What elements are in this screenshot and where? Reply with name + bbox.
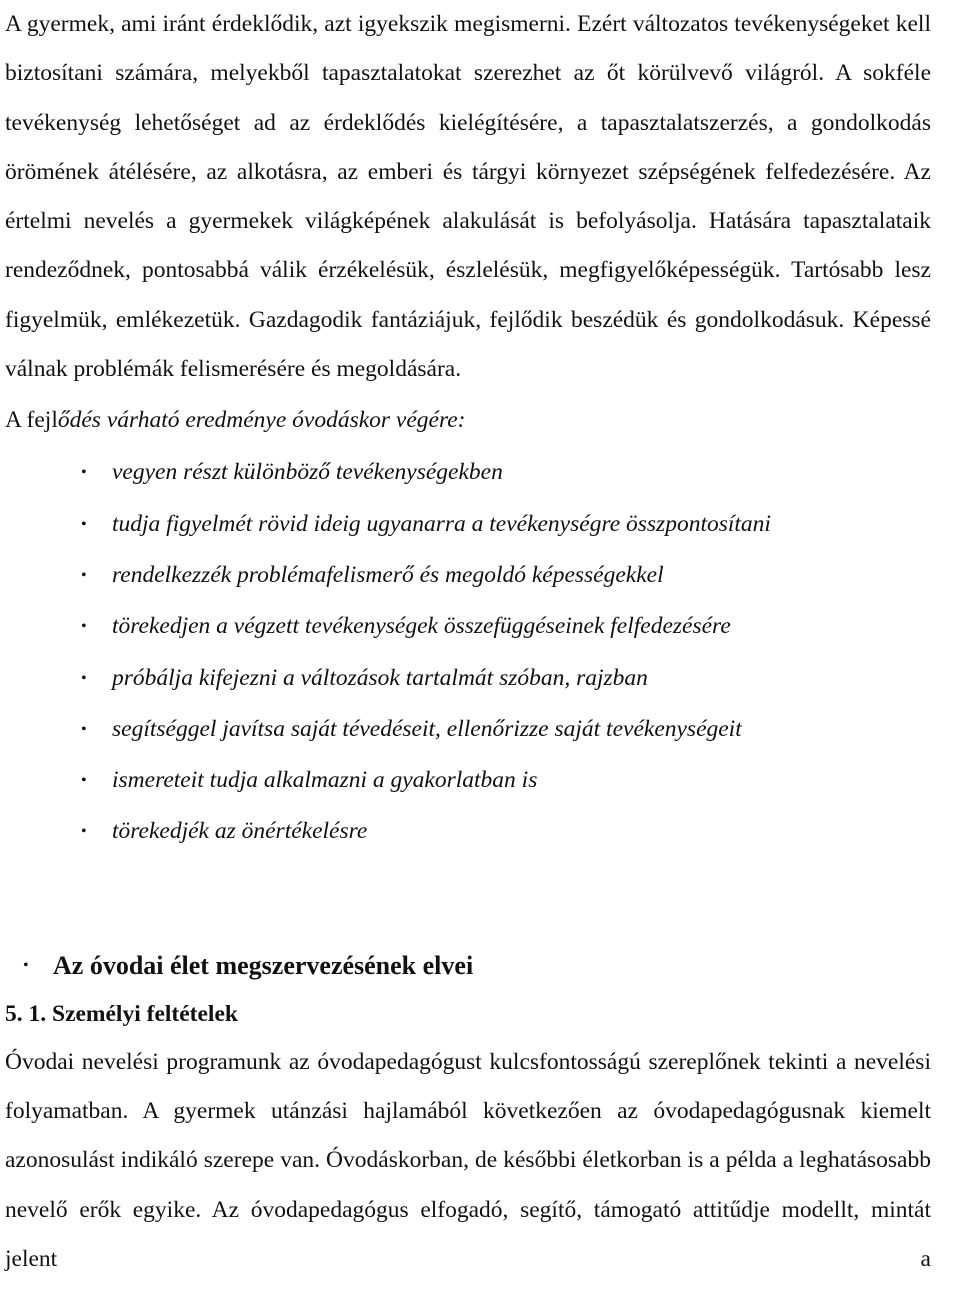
outcome-intro-italic: ődés várható eredménye óvodáskor végére: xyxy=(57,407,466,434)
bullet-icon: • xyxy=(81,772,87,790)
list-item-text: segítséggel javítsa saját tévedéseit, ellenőrizze saját tevékenységeit xyxy=(112,715,742,742)
closing-paragraph: Óvodai nevelési programunk az óvodapedagógust kulcsfontosságú szereplőnek tekinti a nevelési folyamatban. A gyermek utánzási hajlamából következően az óvodapedagógusnak kiemelt azonosulást indikáló szerepe van. Óvodáskorban, de későbbi életkorban is a példa a leghatásosabb nevelő erők egyike. Az óvodapedagógus elfogadó, segítő, támogató attitűdje modellt, mintát jelent a xyxy=(5,1048,931,1272)
list-item xyxy=(5,653,931,704)
section-heading xyxy=(5,942,931,990)
bullet-icon: • xyxy=(81,618,87,636)
bullet-icon: • xyxy=(81,720,87,738)
outcome-intro-prefix: A fejl xyxy=(5,407,58,434)
bullet-icon: • xyxy=(81,823,87,841)
bullet-icon: • xyxy=(81,669,87,687)
list-item xyxy=(5,704,931,755)
bullet-icon: • xyxy=(23,956,29,974)
bullet-icon: • xyxy=(81,515,87,533)
outcome-intro xyxy=(5,394,931,447)
intro-paragraph: A gyermek, ami iránt érdeklődik, azt igyekszik megismerni. Ezért változatos tevékenységeket kell biztosítani számára, melyekből tapasztalatokat szerezhet az őt körülvevő világról. A sokféle tevékenység lehetőséget ad az érdeklődés kielégítésére, a tapasztalatszerzés, a gondolkodás örömének átélésére, az alkotásra, az emberi és tárgyi környezet szépségének felfedezésére. Az értelmi nevelés a gyermekek világképének alakulását is befolyásolja. Hatására tapasztalataik rendeződnek, pontosabbá válik érzékelésük, észlelésük, megfigyelőképességük. Tartósabb lesz figyelmük, emlékezetük. Gazdagodik fantáziájuk, fejlődik beszédük és gondolkodásuk. Képessé válnak problémák felismerésére és megoldására. xyxy=(5,11,931,383)
list-item-text: rendelkezzék problémafelismerő és megoldó képességekkel xyxy=(112,561,664,588)
outcome-list xyxy=(5,447,931,857)
list-item-text: tudja figyelmét rövid ideig ugyanarra a tevékenységre összpontosítani xyxy=(112,510,771,537)
bullet-icon: • xyxy=(81,464,87,482)
section-heading-text: Az óvodai élet megszervezésének elvei xyxy=(53,950,474,980)
list-item xyxy=(5,550,931,601)
subsection-heading: 5. 1. Személyi feltételek xyxy=(5,1000,238,1027)
list-item-text: törekedjen a végzett tevékenységek összefüggéseinek felfedezésére xyxy=(112,613,731,640)
document-page xyxy=(5,0,931,1284)
list-item xyxy=(5,447,931,498)
bullet-icon: • xyxy=(81,566,87,584)
list-item-text: törekedjék az önértékelésre xyxy=(112,818,368,845)
list-item xyxy=(5,601,931,652)
list-item xyxy=(5,499,931,550)
list-item-text: vegyen részt különböző tevékenységekben xyxy=(112,459,503,486)
list-item xyxy=(5,806,931,857)
list-item-text: ismereteit tudja alkalmazni a gyakorlatban is xyxy=(112,767,538,794)
list-item-text: próbálja kifejezni a változások tartalmát szóban, rajzban xyxy=(112,664,648,691)
list-item xyxy=(5,755,931,806)
